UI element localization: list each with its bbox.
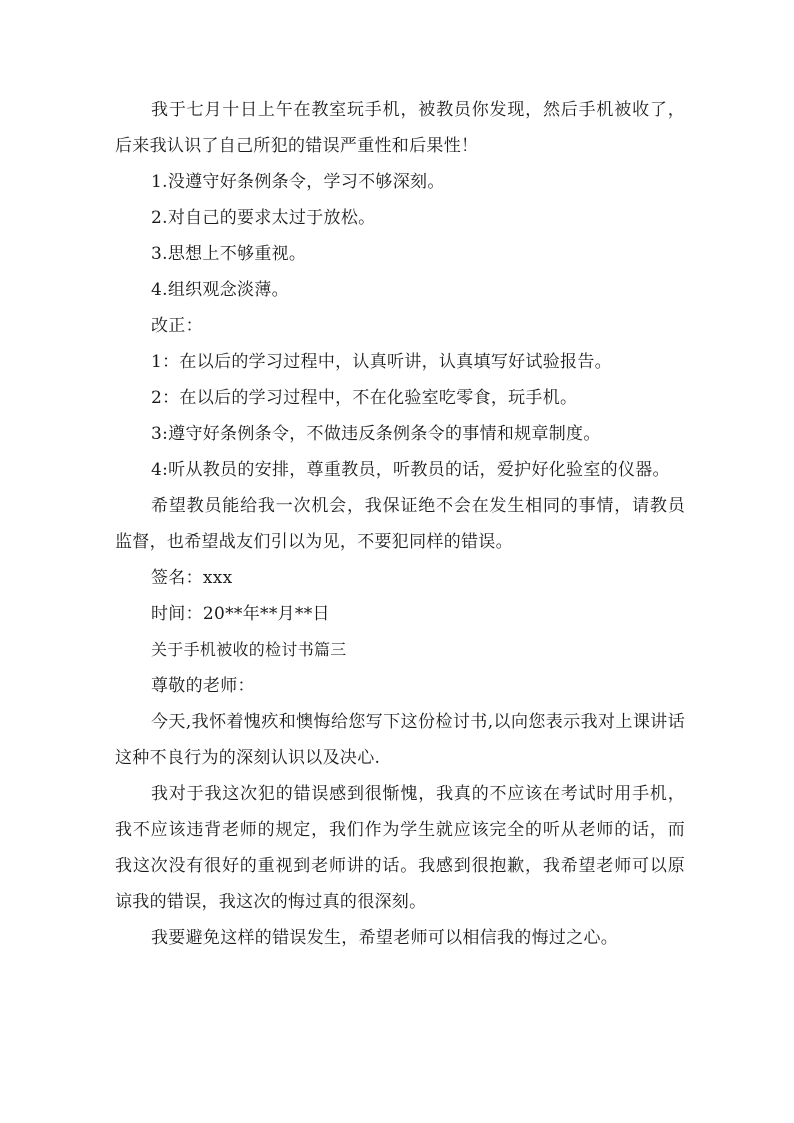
document-page xyxy=(115,92,685,956)
signature-line: 签名：xxx xyxy=(151,568,233,588)
list-item-mistake-2: 2.对自己的要求太过于放松。 xyxy=(151,208,376,228)
paragraph-opening: 今天,我怀着愧疚和懊悔给您写下这份检讨书,以向您表示我对上课讲话这种不良行为的深刻认识以及决心. xyxy=(115,712,685,768)
list-item-correction-3: 3:遵守好条例条令，不做违反条例条令的事情和规章制度。 xyxy=(151,424,601,444)
paragraph-request: 希望教员能给我一次机会，我保证绝不会在发生相同的事情，请教员监督，也希望战友们引以为见，不要犯同样的错误。 xyxy=(115,496,685,552)
heading-correction: 改正： xyxy=(151,316,203,336)
section-title: 关于手机被收的检讨书篇三 xyxy=(151,640,347,659)
date-line: 时间：20**年**月**日 xyxy=(151,604,330,624)
paragraph-remorse: 我对于我这次犯的错误感到很惭愧，我真的不应该在考试时用手机，我不应该违背老师的规定，我们作为学生就应该完全的听从老师的话，而我这次没有很好的重视到老师讲的话。我感到很抱歉，我希望老师可以原谅我的错误，我这次的悔过真的很深刻。 xyxy=(115,784,685,912)
salutation: 尊敬的老师： xyxy=(151,676,255,696)
paragraph-incident: 我于七月十日上午在教室玩手机，被教员你发现，然后手机被收了，后来我认识了自己所犯的错误严重性和后果性！ xyxy=(115,100,685,156)
list-item-mistake-3: 3.思想上不够重视。 xyxy=(151,244,307,264)
list-item-mistake-1: 1.没遵守好条例条令，学习不够深刻。 xyxy=(151,172,445,192)
list-item-correction-4: 4:听从教员的安排，尊重教员，听教员的话，爱护好化验室的仪器。 xyxy=(151,460,670,480)
paragraph-closing: 我要避免这样的错误发生，希望老师可以相信我的悔过之心。 xyxy=(151,928,619,948)
list-item-correction-1: 1：在以后的学习过程中，认真听讲，认真填写好试验报告。 xyxy=(151,352,612,372)
list-item-mistake-4: 4.组织观念淡薄。 xyxy=(151,280,289,300)
list-item-correction-2: 2：在以后的学习过程中，不在化验室吃零食，玩手机。 xyxy=(151,388,578,408)
